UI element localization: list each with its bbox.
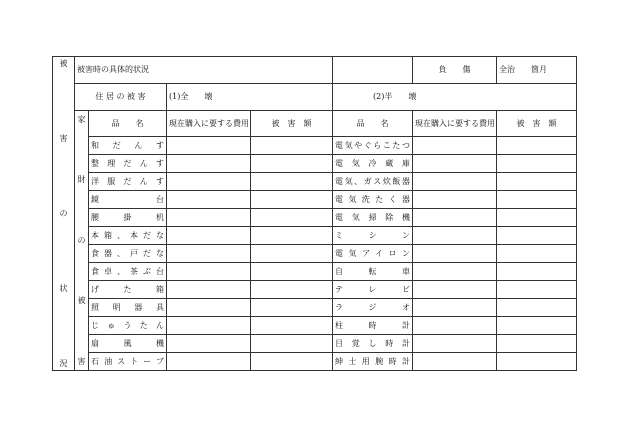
item-name-right: 電気洗たく器 (333, 191, 413, 209)
item-name-right: テレビ (333, 281, 413, 299)
item-name-right: 自転車 (333, 263, 413, 281)
item-header-right: 品 名 (333, 111, 413, 137)
damage-cell-right[interactable] (497, 353, 577, 371)
cost-cell-right[interactable] (413, 137, 497, 155)
left-vertical-char: 害 (59, 133, 68, 143)
damage-cell-right[interactable] (497, 227, 577, 245)
cost-cell-left[interactable] (167, 299, 251, 317)
sub-vertical-char: の (77, 235, 86, 245)
item-name-right: 紳士用腕時計 (333, 353, 413, 371)
sub-vertical-char: 害 (77, 356, 86, 366)
left-vertical-char: 況 (59, 358, 68, 368)
cost-cell-left[interactable] (167, 281, 251, 299)
damage-cell-left[interactable] (251, 263, 333, 281)
item-name-left: 石油ストーブ (89, 353, 167, 371)
damage-cell-right[interactable] (497, 155, 577, 173)
cost-header-left: 現在購入に要する費用 (167, 111, 251, 137)
damage-cell-left[interactable] (251, 173, 333, 191)
injury-label: 負 傷 (413, 57, 497, 84)
damage-cell-left[interactable] (251, 317, 333, 335)
sub-vertical-char: 被 (77, 296, 86, 305)
cost-cell-left[interactable] (167, 173, 251, 191)
cost-cell-left[interactable] (167, 263, 251, 281)
item-name-right: ミシン (333, 227, 413, 245)
damage-cell-right[interactable] (497, 263, 577, 281)
cost-cell-left[interactable] (167, 227, 251, 245)
damage-report-form (52, 56, 577, 371)
damage-cell-right[interactable] (497, 281, 577, 299)
left-vertical-char: の (59, 208, 68, 218)
cost-cell-left[interactable] (167, 335, 251, 353)
item-name-left: 腰掛机 (89, 209, 167, 227)
damage-cell-right[interactable] (497, 299, 577, 317)
table-row (53, 191, 577, 209)
item-name-right: 電 気 冷 蔵 庫 (333, 155, 413, 173)
item-name-left: 和 だ ん す (89, 137, 167, 155)
damage-cell-right[interactable] (497, 245, 577, 263)
item-name-left: 本箱、本だな (89, 227, 167, 245)
item-name-left: げ た 箱 (89, 281, 167, 299)
table-row (53, 245, 577, 263)
table-row (53, 227, 577, 245)
damage-cell-right[interactable] (497, 191, 577, 209)
damage-cell-right[interactable] (497, 173, 577, 191)
cost-cell-right[interactable] (413, 353, 497, 371)
item-name-left: 扇風機 (89, 335, 167, 353)
item-name-right: 電気、ガス炊飯器 (333, 173, 413, 191)
item-name-right: ラジオ (333, 299, 413, 317)
item-name-left: 整 理 だ ん す (89, 155, 167, 173)
item-name-right: 電 気 掃 除 機 (333, 209, 413, 227)
item-name-right: 目 覚 し 時 計 (333, 335, 413, 353)
cost-cell-right[interactable] (413, 191, 497, 209)
item-name-left: 鏡台 (89, 191, 167, 209)
cost-cell-right[interactable] (413, 209, 497, 227)
table-row (53, 353, 577, 371)
cost-cell-right[interactable] (413, 227, 497, 245)
item-name-right: 電気アイロン (333, 245, 413, 263)
cost-cell-left[interactable] (167, 191, 251, 209)
damage-cell-left[interactable] (251, 155, 333, 173)
cost-cell-right[interactable] (413, 317, 497, 335)
cost-cell-left[interactable] (167, 209, 251, 227)
damage-cell-left[interactable] (251, 191, 333, 209)
damage-cell-left[interactable] (251, 137, 333, 155)
sub-vertical-char: 家 (77, 114, 86, 124)
cost-cell-left[interactable] (167, 137, 251, 155)
damage-cell-left[interactable] (251, 227, 333, 245)
cost-cell-right[interactable] (413, 155, 497, 173)
cost-cell-right[interactable] (413, 173, 497, 191)
item-name-right: 柱時計 (333, 317, 413, 335)
table-row (53, 281, 577, 299)
damage-cell-left[interactable] (251, 209, 333, 227)
sub-vertical-label (75, 111, 89, 371)
table-row (53, 155, 577, 173)
residence-option-total[interactable]: (1)全 壊 (167, 84, 333, 111)
damage-cell-right[interactable] (497, 335, 577, 353)
item-name-left: 洋 服 だ ん す (89, 173, 167, 191)
damage-cell-left[interactable] (251, 281, 333, 299)
table-row (53, 299, 577, 317)
damage-cell-left[interactable] (251, 353, 333, 371)
left-vertical-char: 状 (59, 283, 68, 293)
cost-cell-right[interactable] (413, 335, 497, 353)
item-header-left: 品 名 (89, 111, 167, 137)
cost-header-right: 現在購入に要する費用 (413, 111, 497, 137)
item-name-left: じゅうたん (89, 317, 167, 335)
cost-cell-right[interactable] (413, 299, 497, 317)
situation-value[interactable] (333, 57, 413, 84)
cost-cell-right[interactable] (413, 281, 497, 299)
cost-cell-left[interactable] (167, 317, 251, 335)
table-row (53, 335, 577, 353)
damage-cell-left[interactable] (251, 245, 333, 263)
table-row (53, 137, 577, 155)
table-row (53, 263, 577, 281)
sub-vertical-char: 財 (77, 175, 86, 184)
cost-cell-right[interactable] (413, 245, 497, 263)
damage-cell-right[interactable] (497, 209, 577, 227)
damage-cell-left[interactable] (251, 299, 333, 317)
left-vertical-label (53, 57, 75, 371)
cost-cell-left[interactable] (167, 245, 251, 263)
table-row (53, 173, 577, 191)
cost-cell-left[interactable] (167, 155, 251, 173)
table-row (53, 317, 577, 335)
residence-option-half[interactable]: (2)半 壊 (333, 84, 577, 111)
item-name-left: 食卓、茶ぶ台 (89, 263, 167, 281)
damage-header-left: 被 害 額 (251, 111, 333, 137)
residence-damage-label: 住 居 の 被 害 (75, 84, 167, 111)
item-name-left: 照 明 器 具 (89, 299, 167, 317)
damage-cell-right[interactable] (497, 317, 577, 335)
cost-cell-left[interactable] (167, 353, 251, 371)
item-name-left: 食器、戸だな (89, 245, 167, 263)
left-vertical-char: 被 (59, 58, 68, 68)
injury-value[interactable]: 全治 箇月 (497, 57, 577, 84)
damage-cell-left[interactable] (251, 335, 333, 353)
item-name-right: 電気やぐらこたつ (333, 137, 413, 155)
table-row (53, 209, 577, 227)
damage-cell-right[interactable] (497, 137, 577, 155)
situation-label: 被害時の具体的状況 (75, 57, 333, 84)
cost-cell-right[interactable] (413, 263, 497, 281)
damage-header-right: 被 害 額 (497, 111, 577, 137)
